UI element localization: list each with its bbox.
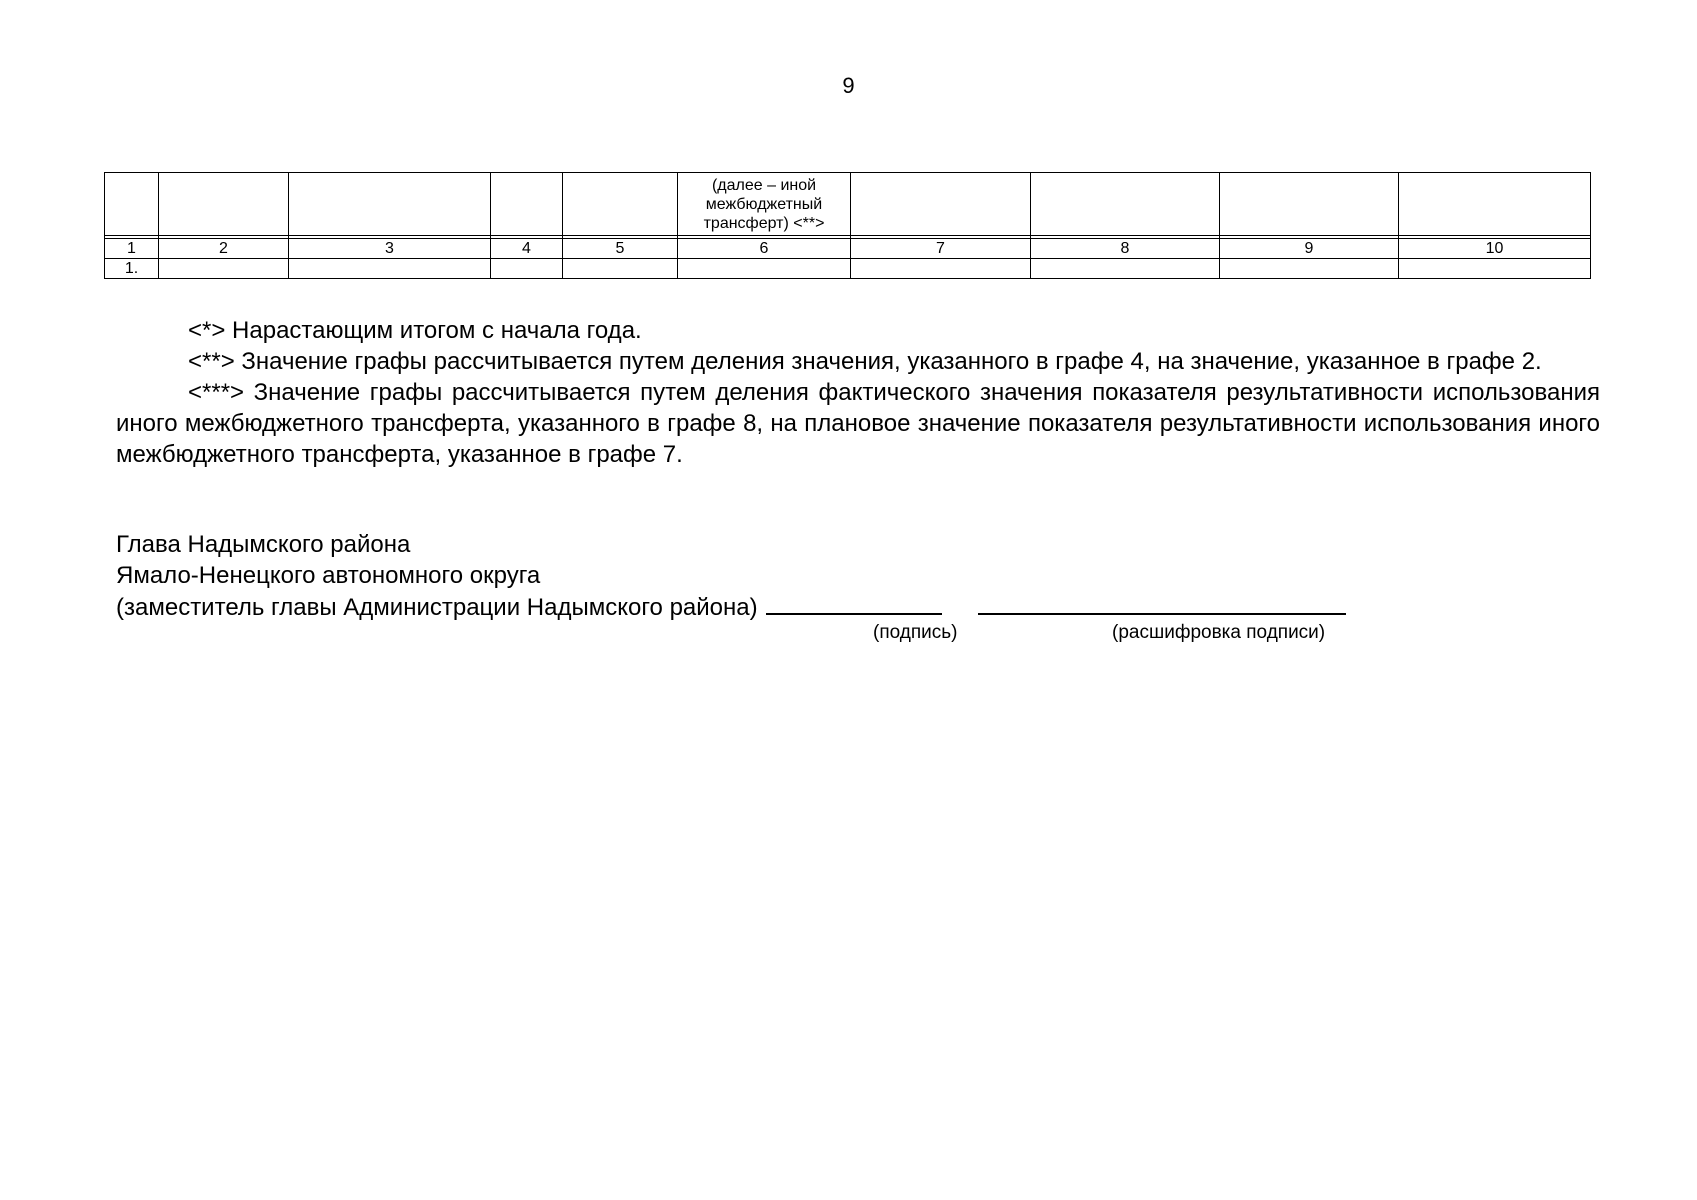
- table-header-cell: [1031, 173, 1220, 236]
- column-number: 2: [159, 239, 289, 259]
- signatory-title-line-2: Ямало-Ненецкого автономного округа: [116, 562, 541, 589]
- footnote: <**> Значение графы рассчитывается путем деления значения, указанного в графе 4, на значение, указанное в графе 2.: [188, 348, 1542, 375]
- signature-caption: (подпись): [873, 622, 958, 643]
- table-column-numbers-row: [105, 239, 1591, 259]
- table-header-cell: [289, 173, 491, 236]
- table-row: [105, 259, 1591, 279]
- table-header-cell: [1220, 173, 1399, 236]
- table-cell: [563, 259, 678, 279]
- report-table: [104, 172, 1591, 279]
- column-number: 4: [491, 239, 563, 259]
- table-cell: [678, 259, 851, 279]
- column-number: 9: [1220, 239, 1399, 259]
- table-cell: [1031, 259, 1220, 279]
- signatory-title-text: (заместитель главы Администрации Надымского района): [116, 594, 758, 621]
- signature-decode-blank: [978, 591, 1346, 615]
- table-header-cell: [491, 173, 563, 236]
- signatory-title-line-3: [116, 591, 1596, 623]
- table-cell: [1220, 259, 1399, 279]
- table-header-cell: (далее – иной межбюджетный трансферт) <**>: [678, 173, 851, 236]
- table-cell: [1399, 259, 1591, 279]
- signature-block: [116, 529, 1596, 623]
- table-cell: [159, 259, 289, 279]
- table-cell: [851, 259, 1031, 279]
- page-number: 9: [842, 73, 855, 98]
- footnotes: [116, 315, 1600, 470]
- signature-blank: [766, 591, 942, 615]
- footnote: <*> Нарастающим итогом с начала года.: [188, 317, 642, 344]
- table-cell: [491, 259, 563, 279]
- column-number: 5: [563, 239, 678, 259]
- table-cell: [289, 259, 491, 279]
- column-number: 7: [851, 239, 1031, 259]
- signatory-title-line-1: Глава Надымского района: [116, 531, 411, 558]
- table-header-cell: [105, 173, 159, 236]
- table-header-cell: [563, 173, 678, 236]
- column-number: 1: [105, 239, 159, 259]
- signature-decode-caption: (расшифровка подписи): [1112, 622, 1326, 643]
- column-number: 8: [1031, 239, 1220, 259]
- footnote: <***> Значение графы рассчитывается путем деления фактического значения показателя результативности использования иного межбюджетного трансферта, указанного в графе 8, на плановое значение показателя результативности использования иного межбюджетного трансферта, указанное в графе 7.: [116, 379, 1600, 468]
- table-header-row: [105, 173, 1591, 236]
- table-header-cell: [851, 173, 1031, 236]
- column-number: 10: [1399, 239, 1591, 259]
- column-number: 3: [289, 239, 491, 259]
- table-header-cell: [159, 173, 289, 236]
- column-number: 6: [678, 239, 851, 259]
- table-cell: 1.: [105, 259, 159, 279]
- table-header-cell: [1399, 173, 1591, 236]
